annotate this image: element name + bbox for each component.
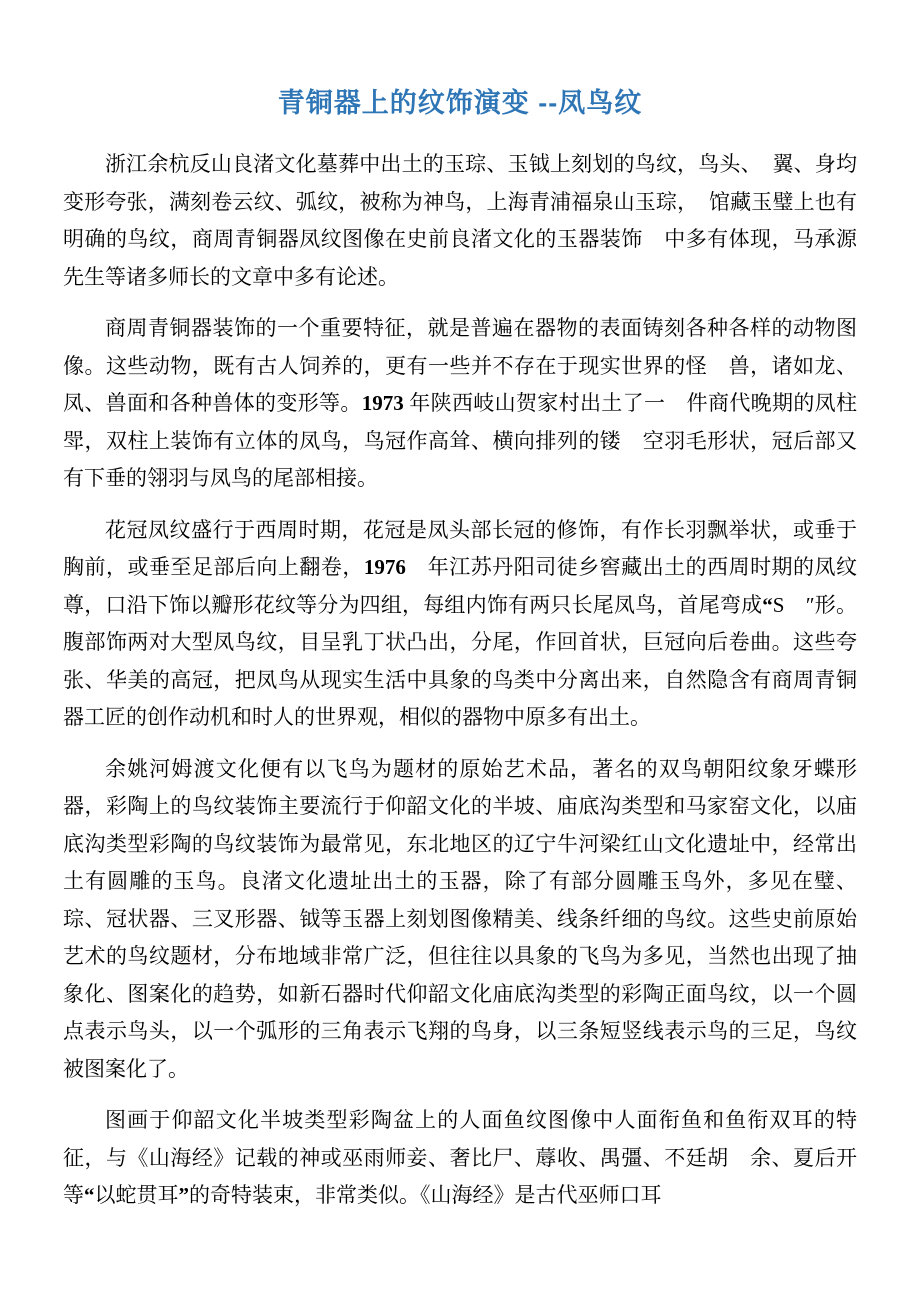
text-run: 以蛇贯耳 (94, 1183, 179, 1207)
body-paragraph-1 (63, 146, 857, 296)
body-paragraph-2 (63, 310, 857, 498)
body-paragraph-3 (63, 512, 857, 737)
text-run: 花冠凤纹盛行于西周时期，花冠是凤头部长冠的修饰，有作长羽飘举状，或垂于胸前，或垂至足部后向上翻卷， (63, 517, 857, 579)
text-run: 1976 (363, 555, 406, 579)
text-run: 1973 (361, 391, 404, 415)
text-run: 余姚河姆渡文化便有以飞鸟为题材的原始艺术品，著名的双鸟朝阳纹象牙蝶形器，彩陶上的鸟纹装饰主要流行于仰韶文化的半坡、庙底沟类型和马家窑文化，以庙底沟类型彩陶的鸟纹装饰为最常见，东北地区的辽宁牛河梁红山文化遗址中，经常出土有圆雕的玉鸟。良渚文化遗址出土的玉器，除了有部分圆雕玉鸟外，多见在璧、琮、冠状器、三叉形器、钺等玉器上刻划图像精美、线条纤细的鸟纹。这些史前原始艺术的鸟纹题材，分布地域非常广泛，但往往以具象的飞鸟为多见，当然也出现了抽象化、图案化的趋势，如新石器时代仰韶文化庙底沟类型的彩陶正面鸟纹，以一个圆点表示鸟头，以一个弧形的三角表示飞翔的鸟身，以三条短竖线表示鸟的三足，鸟纹被图案化了。 (63, 756, 857, 1081)
text-run: 浙江余杭反山良渚文化墓葬中出土的玉琮、玉钺上刻划的鸟纹，鸟头、 翼、身均变形夸张，满刻卷云纹、弧纹，被称为神鸟，上海青浦福泉山玉琮， 馆藏玉璧上也有明确的鸟纹，商周青铜器凤纹图像在史前良渚文化的玉器装饰 中多有体现，马承源先生等诸多师长的文章中多有论述。 (63, 152, 857, 289)
text-run: 商周青铜器装饰的一个重要特征，就是普遍在器物的表面铸刻各种各样的动物图像。这些动物，既有古人饲养的，更有一些并不存在于现实世界的怪 兽，诸如龙、凤、兽面和各种兽体的变形等。 (63, 316, 857, 415)
text-run: 的奇特装束，非常类似。《山海经》是古代巫师口耳 (189, 1183, 662, 1207)
text-run: “ (762, 592, 773, 617)
text-run: 年陕西岐山贺家村出土了一 件商代晚期的凤柱斝，双柱上装饰有立体的凤鸟，鸟冠作高耸、横向排列的镂 空羽毛形状，冠后部又有下垂的翎羽与凤鸟的尾部相接。 (63, 391, 858, 490)
text-run: “ (84, 1183, 95, 1207)
document-body (63, 146, 857, 1215)
text-run: S ″形。腹部饰两对大型凤鸟纹，目呈乳丁状凸出，分尾，作回首状，巨冠向后卷曲。这些夸张、华美的高冠，把凤鸟从现实生活中具象的鸟类中分离出来，自然隐含有商周青铜器工匠的创作动机和时人的世界观，相似的器物中原多有出土。 (63, 592, 857, 729)
body-paragraph-4 (63, 751, 857, 1089)
text-run: 年江苏丹阳司徒乡窖藏出土的西周时期的凤纹尊，口沿下饰以瓣形花纹等分为四组，每组内饰有两只长尾凤鸟，首尾弯成 (63, 555, 858, 617)
body-paragraph-5 (63, 1102, 857, 1215)
document-title: 青铜器上的纹饰演变 --凤鸟纹 (277, 88, 643, 118)
text-run: ” (178, 1183, 189, 1207)
text-run: 图画于仰韶文化半坡类型彩陶盆上的人面鱼纹图像中人面衔鱼和鱼衔双耳的特征，与《山海经》记载的神或巫雨师妾、奢比尸、蓐收、禺彊、不廷胡 余、夏后开等 (63, 1108, 857, 1207)
